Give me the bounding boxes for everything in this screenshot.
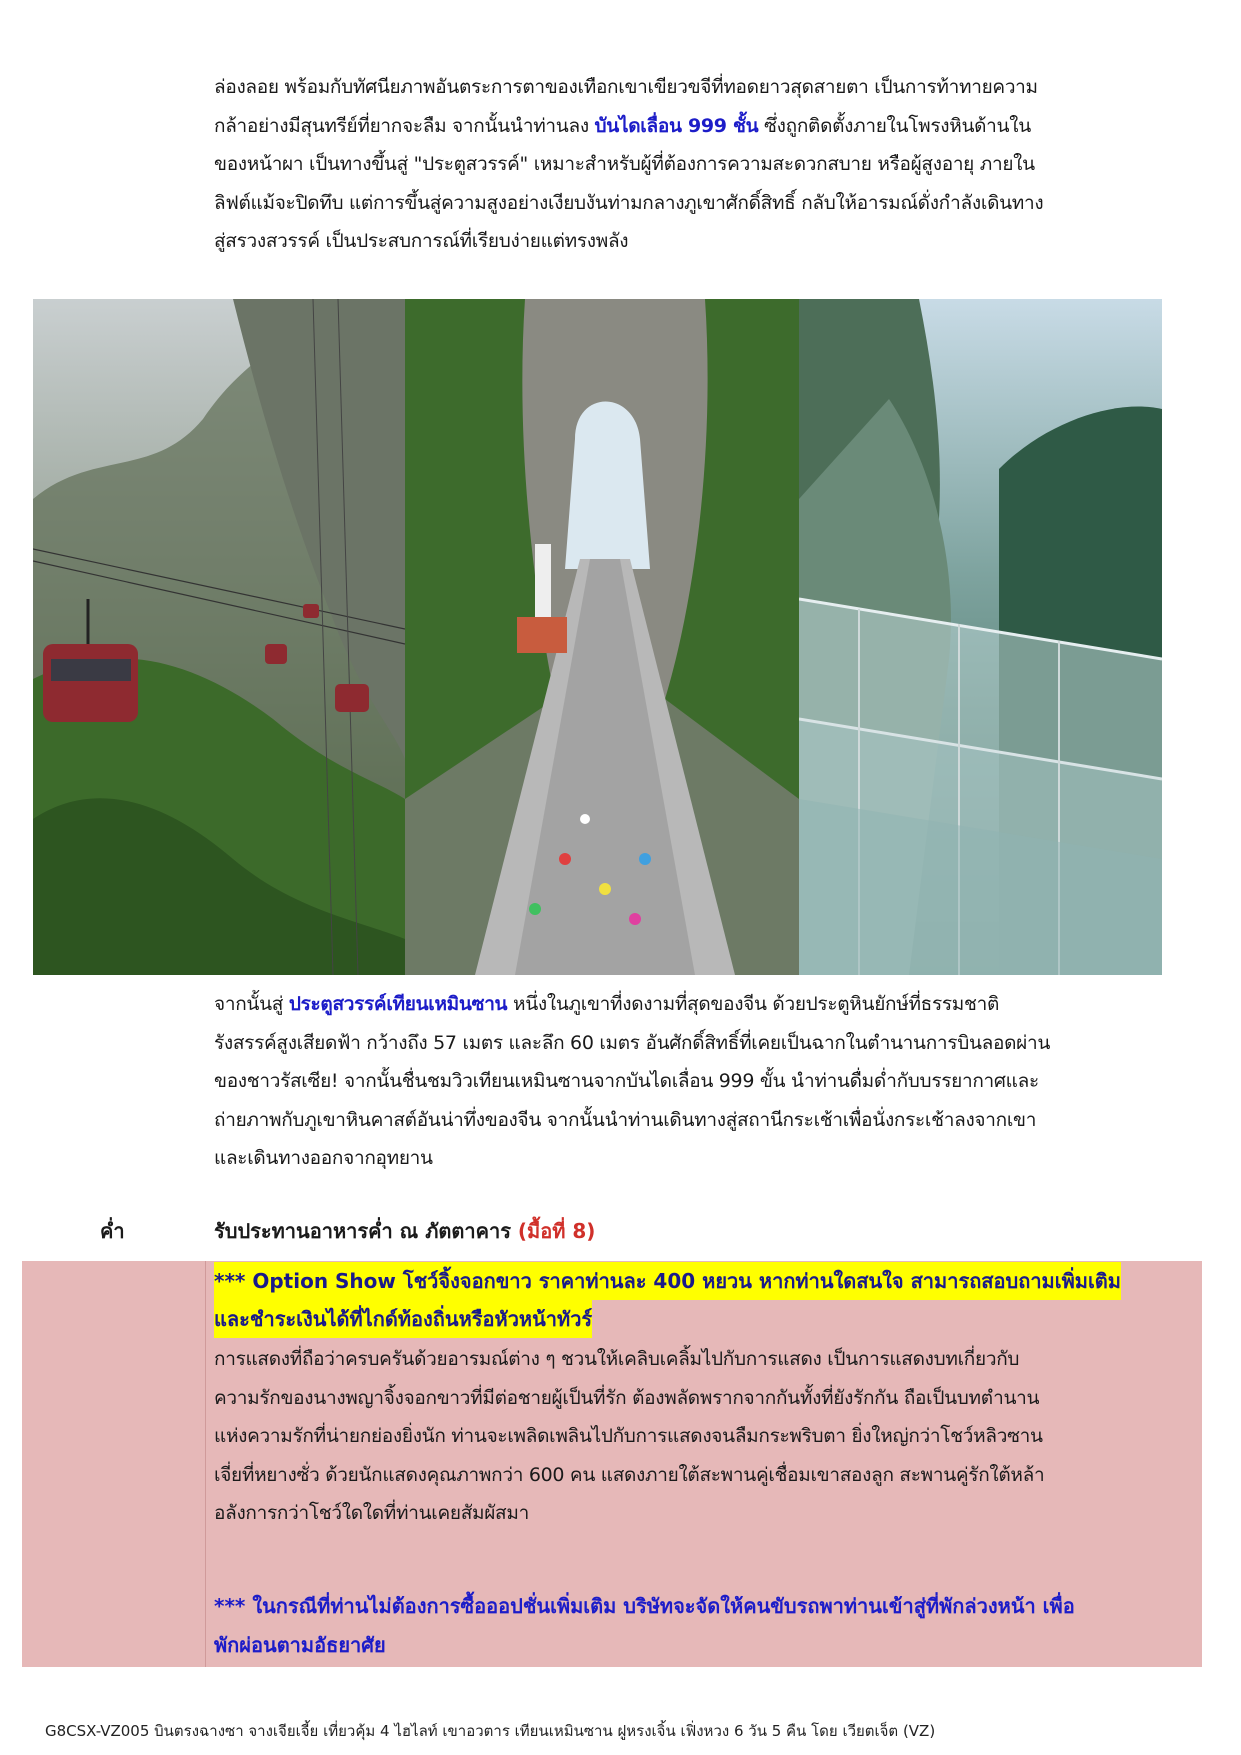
intro-line-3: ของหน้าผา เป็นทางขึ้นสู่ "ประตูสวรรค์" เหมาะสำหรับผู้ที่ต้องการความสะดวกสบาย หรือผู้สูงอายุ ภายใน (214, 153, 1035, 175)
option-desc-line-2: ความรักของนางพญาจิ้งจอกขาวที่มีต่อชายผู้เป็นที่รัก ต้องพลัดพรากจากกันทั้งที่ยังรักกัน ถือเป็นบทตำนาน (214, 1386, 1040, 1409)
heavens-gate-line-5: และเดินทางออกจากอุทยาน (214, 1147, 433, 1169)
option-show-line-2: และชำระเงินได้ที่ไกด์ท้องถิ่นหรือหัวหน้าทัวร์ (214, 1300, 592, 1338)
intro-line-2 (214, 107, 1192, 146)
heavens-gate-line-4: ถ่ายภาพกับภูเขาหินคาสต์อันน่าทึ่งของจีน จากนั้นนำท่านเดินทางสู่สถานีกระเช้าเพื่อนั่งกระเช้าลงจากเขา (214, 1108, 1037, 1131)
meal-label: ค่ำ (100, 1219, 125, 1243)
heavens-gate-line-1-pre: จากนั้นสู่ (214, 993, 289, 1015)
meal-text (214, 1215, 595, 1247)
option-note (214, 1587, 1192, 1664)
heavens-gate-stairs-photo (405, 299, 799, 975)
heavens-gate-paragraph (214, 985, 1192, 1178)
option-note-line-2: พักผ่อนตามอัธยาศัย (214, 1632, 386, 1657)
intro-paragraph (214, 68, 1192, 261)
page-footer: G8CSX-VZ005 บินตรงฉางซา จางเจียเจี้ย เที่ยวคุ้ม 4 ไฮไลท์ เขาอวตาร เทียนเหมินซาน ฝูหรงเจิ้น เฟิ่งหวง 6 วัน 5 คืน โดย เวียตเจ็ต (VZ) (45, 1722, 936, 1740)
cable-car-photo (33, 299, 405, 975)
option-desc-line-3: แห่งความรักที่น่ายกย่องยิ่งนัก ท่านจะเพลิดเพลินไปกับการแสดงจนลืมกระพริบตา ยิ่งใหญ่กว่าโชว์หลิวซาน (214, 1425, 1043, 1447)
intro-line-2-post: ซึ่งถูกติดตั้งภายในโพรงหินด้านใน (758, 114, 1031, 137)
option-box-divider (205, 1261, 206, 1667)
glass-skywalk-photo (799, 299, 1162, 975)
intro-line-1: ล่องลอย พร้อมกับทัศนียภาพอันตระการตาของเทือกเขาเขียวขจีที่ทอดยาวสุดสายตา เป็นการท้าทายความ (214, 76, 1038, 98)
heavens-gate-line-1-post: หนึ่งในภูเขาที่งดงามที่สุดของจีน ด้วยประตูหินยักษ์ที่ธรรมชาติ (507, 993, 1000, 1015)
meal-description: รับประทานอาหารค่ำ ณ ภัตตาคาร (214, 1219, 511, 1243)
heavens-gate-line-3: ของชาวรัสเซีย! จากนั้นชื่นชมวิวเทียนเหมินซานจากบันไดเลื่อน 999 ขั้น นำท่านดื่มด่ำกับบรรยากาศและ (214, 1070, 1039, 1092)
option-desc-line-1: การแสดงที่ถือว่าครบครันด้วยอารมณ์ต่าง ๆ ชวนให้เคลิบเคลิ้มไปกับการแสดง เป็นการแสดงบทเกี่ยวกับ (214, 1348, 1020, 1370)
heavens-gate-line-1 (214, 985, 1192, 1024)
option-desc-line-5: อลังการกว่าโชว์ใดใดที่ท่านเคยสัมผัสมา (214, 1502, 529, 1524)
escalator-highlight: บันไดเลื่อน 999 ชั้น (594, 114, 759, 137)
option-desc-line-4: เจี่ยที่หยางซั่ว ด้วยนักแสดงคุณภาพกว่า 600 คน แสดงภายใต้สะพานคู่เชื่อมเขาสองลูก สะพานคู่รักใต้หล้า (214, 1463, 1045, 1486)
intro-line-5: สู่สรวงสวรรค์ เป็นประสบการณ์ที่เรียบง่ายแต่ทรงพลัง (214, 230, 629, 252)
photo-strip (33, 299, 1162, 975)
option-show-line-1: *** Option Show โชว์จิ้งจอกขาว ราคาท่านละ 400 หยวน หากท่านใดสนใจ สามารถสอบถามเพิ่มเติม (214, 1262, 1121, 1300)
intro-line-2-pre: กล้าอย่างมีสุนทรีย์ที่ยากจะลืม จากนั้นนำท่านลง (214, 114, 595, 137)
meal-number: (มื้อที่ 8) (517, 1219, 596, 1243)
intro-line-4: ลิฟต์แม้จะปิดทึบ แต่การขึ้นสู่ความสูงอย่างเงียบงันท่ามกลางภูเขาศักดิ์สิทธิ์ กลับให้อารมณ์ดั่งกำลังเดินทาง (214, 191, 1044, 214)
heavens-gate-highlight: ประตูสวรรค์เทียนเหมินซาน (288, 993, 508, 1015)
option-note-line-1: *** ในกรณีที่ท่านไม่ต้องการซื้อออปชั่นเพิ่มเติม บริษัทจะจัดให้คนขับรถพาท่านเข้าสู่ที่พักล่วงหน้า เพื่อ (214, 1594, 1075, 1618)
option-show-description (214, 1340, 1192, 1533)
heavens-gate-line-2: รังสรรค์สูงเสียดฟ้า กว้างถึง 57 เมตร และลึก 60 เมตร อันศักดิ์สิทธิ์ที่เคยเป็นฉากในตำนานการบินลอดผ่าน (214, 1031, 1051, 1054)
